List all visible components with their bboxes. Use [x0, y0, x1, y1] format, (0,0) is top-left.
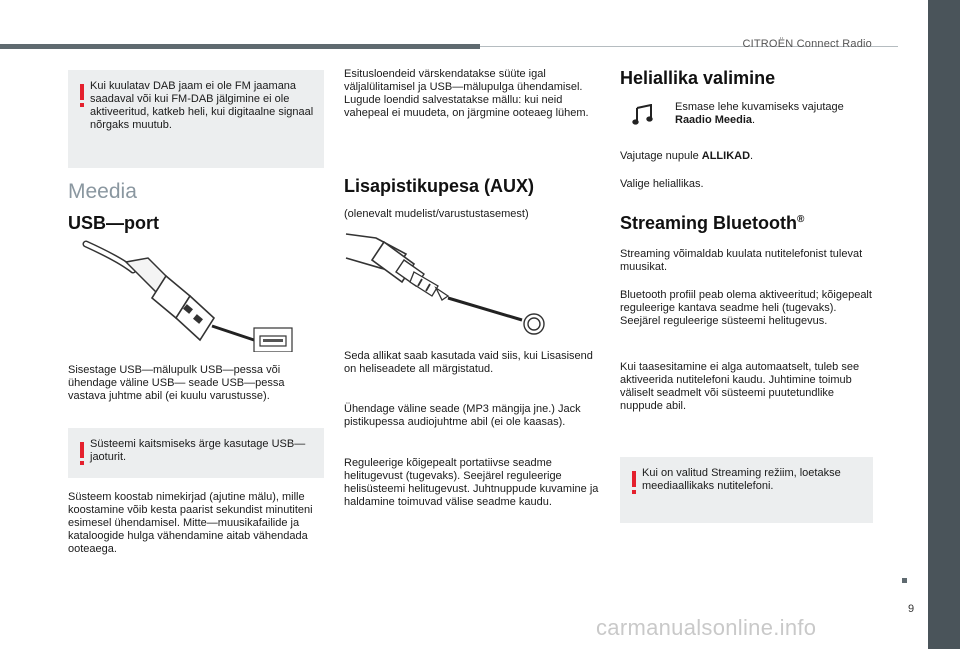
warning-icon: [80, 442, 84, 458]
page-number: 9: [908, 603, 915, 615]
bluetooth-paragraph-2: Bluetooth profiil peab olema aktiveeritud; kõigepealt reguleerige kantava seadme heli (tugevaks). Seejärel reguleerige süsteemi helitugevus.: [620, 289, 872, 327]
note-text: Kui on valitud Streaming režiim, loetakse meediaallikaks nutitelefoni.: [642, 467, 841, 492]
playlist-paragraph: Esitusloendeid värskendatakse süüte igal väljalülitamisel ja USB—mälupulga ühendamisel. Lugude loendid salvestatakse mällu: kui neid vahepeal ei muudeta, on järgmine ooteaeg lühem.: [344, 68, 589, 119]
step-open-media: Esmase lehe kuvamiseks vajutage Raadio Meedia.: [675, 101, 844, 126]
aux-paragraph-2: Ühendage väline seade (MP3 mängija jne.) Jack pistikupessa audiojuhtme abil (ei ole kaasas).: [344, 403, 581, 428]
warning-icon: [80, 84, 84, 100]
side-strip: [928, 0, 960, 649]
warning-icon: [632, 471, 636, 487]
section-title: Meedia: [68, 180, 137, 203]
source-heading: Heliallika valimine: [620, 68, 776, 88]
step-press-sources: Vajutage nupule ALLIKAD.: [620, 150, 754, 162]
header-bar: [0, 44, 480, 49]
note-text: Süsteemi kaitsmiseks ärge kasutage USB—jaoturit.: [90, 438, 306, 463]
step-choose-source: Valige heliallikas.: [620, 178, 704, 190]
jack-plug-icon: [346, 234, 448, 300]
usb-port-icon: [254, 328, 292, 352]
bluetooth-heading: Streaming Bluetooth®: [620, 213, 805, 233]
continue-marker: [902, 578, 907, 583]
warning-note-hub: [68, 428, 324, 478]
usb-paragraph-1: Sisestage USB—mälupulk USB—pessa või ühendage väline USB— seade USB—pessa vastava juhtme abil (ei kuulu varustusse).: [68, 364, 285, 402]
bluetooth-paragraph-3: Kui taasesitamine ei alga automaatselt, tuleb see aktiveerida nutitelefoni kaudu. Juhtimine toimub väliselt seadmelt või süsteemi puutetundlike nuppude abil.: [620, 361, 860, 412]
warning-note-streaming: [620, 457, 873, 523]
brand-label: CITROËN Connect Radio: [742, 38, 872, 50]
usb-paragraph-2: Süsteem koostab nimekirjad (ajutine mälu), mille koostamine võib kesta paarist sekundist minutiteni esimesel ühendamisel. Mitte—muusikafailide ja kataloogide hulga vähendamine aitab vähendada ooteaega.: [68, 491, 313, 555]
aux-paragraph-3: Reguleerige kõigepealt portatiivse seadme helitugevust (tugevaks). Seejärel reguleerige helisüsteemi helitugevust. Juhtnuppude kuvamine ja haldamine toimuvad välise seadme kaudu.: [344, 457, 599, 508]
aux-heading: Lisapistikupesa (AUX): [344, 176, 535, 196]
usb-plug-icon: [86, 244, 214, 340]
watermark: carmanualsonline.info: [596, 615, 817, 640]
jack-socket-icon: [524, 314, 544, 334]
warning-note-dab: [68, 70, 324, 168]
usb-heading: USB—port: [68, 213, 159, 233]
jack-illustration: [344, 228, 550, 336]
note-text: Kui kuulatav DAB jaam ei ole FM jaamana saadaval või kui FM-DAB jälgimine ei ole aktiveeritud, katkeb heli, kui digitaalne signaal nõrgaks muutub.: [90, 80, 314, 131]
music-note-icon: [632, 104, 654, 126]
usb-illustration: [78, 240, 298, 352]
aux-subtitle: (olenevalt mudelist/varustustasemest): [344, 208, 529, 220]
aux-paragraph-1: Seda allikat saab kasutada vaid siis, kui Lisasisend on heliseadete all märgistatud.: [344, 350, 593, 375]
bluetooth-paragraph-1: Streaming võimaldab kuulata nutitelefonist tulevat muusikat.: [620, 248, 863, 273]
